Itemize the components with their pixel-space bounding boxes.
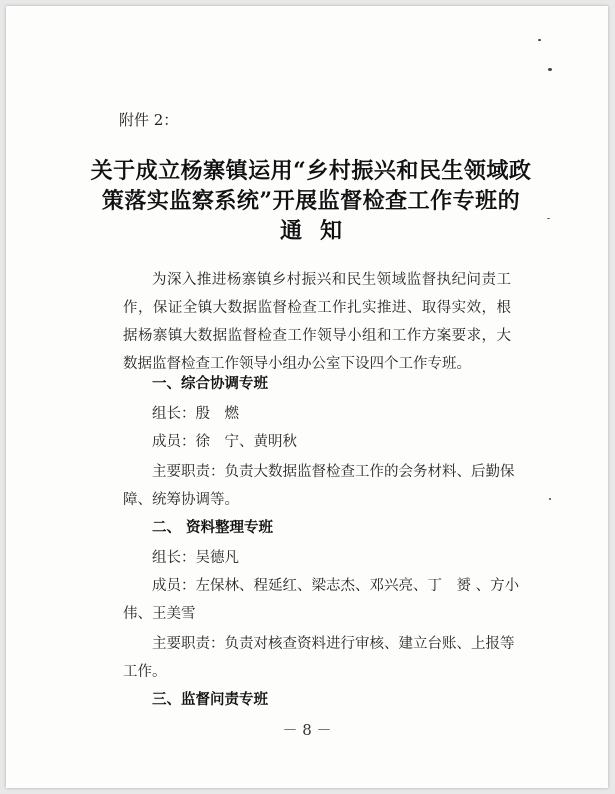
- section1-duty-line1: 主要职责：负责大数据监督检查工作的会务材料、后勤保: [152, 464, 515, 480]
- section2-leader: 组长：吴德凡: [152, 550, 239, 566]
- scan-speck: [548, 68, 552, 71]
- section2-members-line2: 伟、王美雪: [123, 606, 196, 622]
- section2-duty-line2: 工作。: [123, 664, 167, 680]
- title-line-3: 通知: [279, 218, 360, 244]
- title-line-2: 策落实监察系统”开展监督检查工作专班的: [101, 188, 521, 214]
- section2-duty-line1: 主要职责：负责对核查资料进行审核、建立台账、上报等: [152, 636, 515, 652]
- section3-heading: 三、监督问责专班: [152, 691, 268, 708]
- section1-leader: 组长：殷 燃: [152, 406, 239, 422]
- attachment-label: 附件 2：: [119, 111, 179, 129]
- page-number: － 8 －: [282, 721, 332, 739]
- section2-heading: 二、 资料整理专班: [152, 519, 274, 536]
- scan-speck: [547, 218, 550, 219]
- section2-members-line1: 成员：左保林、程延红、梁志杰、邓兴亮、丁 赟 、方小: [152, 578, 520, 594]
- scan-speck: [538, 39, 541, 41]
- intro-paragraph: 为深入推进杨寨镇乡村振兴和民生领域监督执纪问责工作，保证全镇大数据监督检查工作扎实推进、取得实效，根据杨寨镇大数据监督检查工作领导小组和工作方案要求，大数据监督检查工作领导小组办公室下设四个工作专班。: [123, 272, 511, 372]
- document-page: [6, 6, 608, 788]
- scan-speck: [549, 498, 551, 500]
- section1-members: 成员：徐 宁、黄明秋: [152, 434, 297, 450]
- section1-duty-line2: 障、统筹协调等。: [123, 492, 239, 508]
- title-line-1: 关于成立杨寨镇运用“乡村振兴和民生领域政: [90, 158, 532, 184]
- section1-heading: 一、综合协调专班: [152, 375, 268, 392]
